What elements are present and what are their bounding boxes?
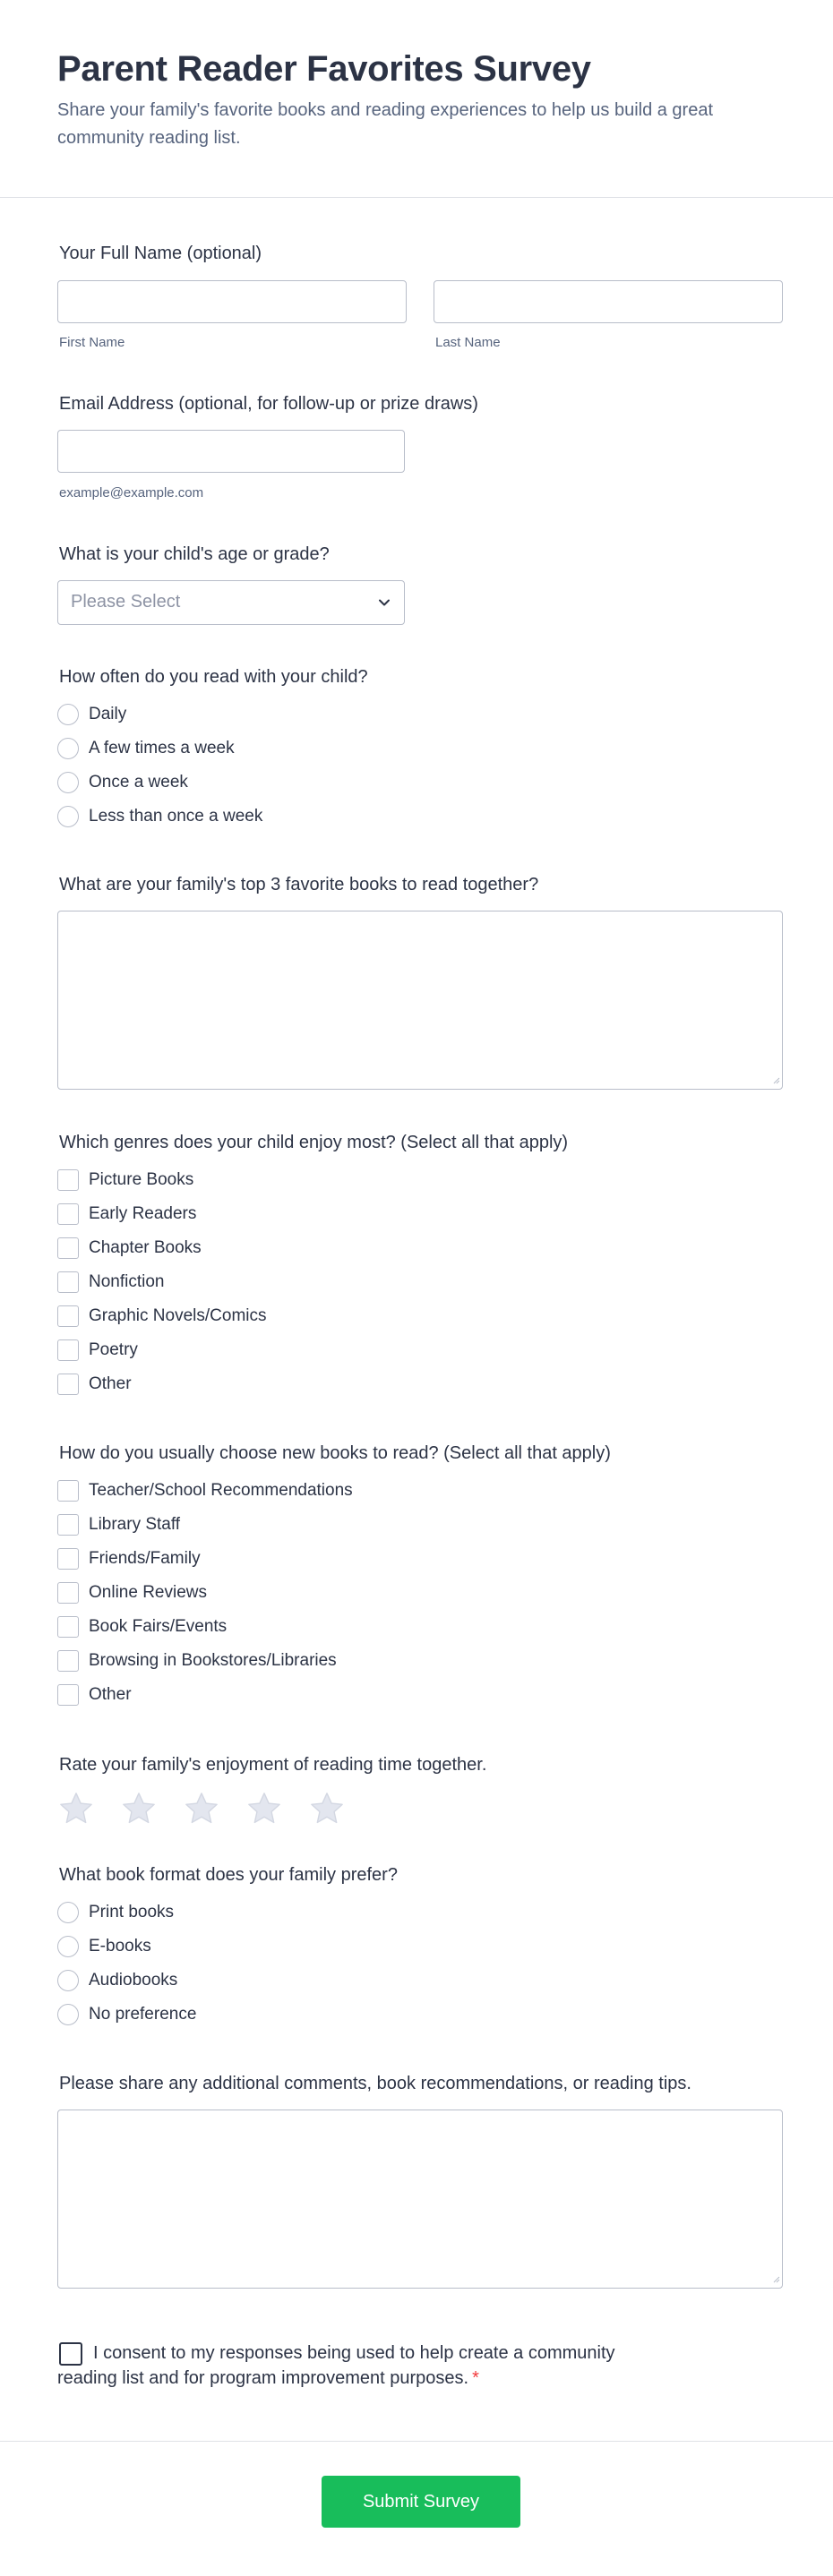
option-label: Once a week: [89, 773, 188, 792]
option-label: Other: [89, 1374, 132, 1393]
option-label: Less than once a week: [89, 807, 263, 826]
option-label: Print books: [89, 1903, 175, 1921]
genres-field: [57, 1131, 783, 1399]
genre-option-graphic-novels[interactable]: [57, 1304, 267, 1329]
genre-option-other[interactable]: [57, 1372, 132, 1397]
option-label: A few times a week: [89, 739, 235, 757]
comments-field: [57, 2072, 783, 2291]
choose-option-online-reviews[interactable]: [57, 1580, 207, 1605]
frequency-option-few-times[interactable]: [57, 736, 235, 761]
required-asterisk: *: [472, 2368, 479, 2388]
checkbox[interactable]: [57, 1237, 79, 1259]
star-icon[interactable]: [245, 1790, 283, 1827]
option-label: Daily: [89, 705, 127, 723]
format-label: What book format does your family prefer?: [59, 1865, 398, 1885]
star-icon[interactable]: [57, 1790, 95, 1827]
comments-label: Please share any additional comments, book recommendations, or reading tips.: [59, 2074, 691, 2093]
first-name-input[interactable]: [57, 280, 407, 323]
radio-button[interactable]: [57, 1936, 79, 1957]
checkbox[interactable]: [57, 1514, 79, 1536]
consent-field: [57, 2341, 666, 2391]
checkbox[interactable]: [57, 1203, 79, 1225]
option-label: Audiobooks: [89, 1971, 178, 1990]
option-label: E-books: [89, 1937, 151, 1956]
option-label: Friends/Family: [89, 1549, 201, 1568]
favorites-label: What are your family's top 3 favorite books to read together?: [59, 875, 539, 894]
comments-textarea[interactable]: [57, 2110, 783, 2289]
genre-option-picture-books[interactable]: [57, 1168, 193, 1193]
choose-option-friends-family[interactable]: [57, 1546, 201, 1571]
choose-option-other[interactable]: [57, 1682, 132, 1707]
radio-button[interactable]: [57, 738, 79, 759]
option-label: Graphic Novels/Comics: [89, 1306, 267, 1325]
frequency-field: [57, 665, 783, 835]
genre-option-poetry[interactable]: [57, 1338, 138, 1363]
chevron-down-icon: [375, 594, 393, 612]
checkbox[interactable]: [57, 1548, 79, 1570]
choose-option-library-staff[interactable]: [57, 1512, 180, 1537]
option-label: Browsing in Bookstores/Libraries: [89, 1651, 337, 1670]
radio-button[interactable]: [57, 806, 79, 827]
email-input[interactable]: [57, 430, 405, 473]
genre-option-chapter-books[interactable]: [57, 1236, 202, 1261]
name-label: Your Full Name (optional): [59, 244, 262, 263]
option-label: Nonfiction: [89, 1272, 165, 1291]
checkbox[interactable]: [57, 1480, 79, 1502]
radio-button[interactable]: [57, 2004, 79, 2025]
choose-field: [57, 1442, 783, 1710]
option-label: Other: [89, 1685, 132, 1704]
email-field: [57, 392, 783, 509]
star-icon[interactable]: [308, 1790, 346, 1827]
option-label: No preference: [89, 2005, 197, 2024]
star-icon[interactable]: [183, 1790, 220, 1827]
consent-text: I consent to my responses being used to help create a community reading list and for program improvement purposes.: [57, 2343, 615, 2388]
first-name-sublabel: First Name: [59, 335, 125, 350]
email-sublabel: example@example.com: [59, 485, 204, 501]
favorites-field: [57, 873, 783, 1092]
radio-button[interactable]: [57, 772, 79, 793]
format-option-ebooks[interactable]: [57, 1934, 151, 1959]
name-field: [57, 242, 783, 358]
option-label: Teacher/School Recommendations: [89, 1481, 353, 1500]
resize-grip-icon[interactable]: [771, 2274, 780, 2283]
frequency-option-less[interactable]: [57, 804, 262, 829]
checkbox[interactable]: [57, 1616, 79, 1638]
option-label: Online Reviews: [89, 1583, 207, 1602]
format-option-print[interactable]: [57, 1900, 174, 1925]
checkbox[interactable]: [57, 1305, 79, 1327]
frequency-option-once[interactable]: [57, 770, 188, 795]
radio-button[interactable]: [57, 1970, 79, 1991]
form-footer: [0, 2441, 833, 2576]
genre-option-nonfiction[interactable]: [57, 1270, 165, 1295]
age-select[interactable]: [57, 580, 405, 625]
radio-button[interactable]: [57, 704, 79, 725]
checkbox[interactable]: [57, 1169, 79, 1191]
star-icon[interactable]: [120, 1790, 158, 1827]
choose-option-browsing[interactable]: [57, 1648, 337, 1673]
age-select-placeholder: Please Select: [71, 592, 181, 612]
option-label: Library Staff: [89, 1515, 181, 1534]
form-title: Parent Reader Favorites Survey: [57, 49, 591, 89]
star-rating: [57, 1790, 371, 1827]
option-label: Book Fairs/Events: [89, 1617, 228, 1636]
resize-grip-icon[interactable]: [771, 1075, 780, 1084]
age-label: What is your child's age or grade?: [59, 544, 330, 564]
option-label: Picture Books: [89, 1170, 194, 1189]
rating-field: [57, 1753, 783, 1834]
checkbox[interactable]: [57, 1650, 79, 1672]
consent-checkbox[interactable]: [59, 2342, 82, 2366]
option-label: Chapter Books: [89, 1238, 202, 1257]
checkbox[interactable]: [57, 1271, 79, 1293]
option-label: Early Readers: [89, 1204, 197, 1223]
favorites-textarea[interactable]: [57, 911, 783, 1090]
checkbox[interactable]: [57, 1582, 79, 1604]
checkbox[interactable]: [57, 1339, 79, 1361]
choose-option-book-fairs[interactable]: [57, 1614, 227, 1639]
genres-label: Which genres does your child enjoy most? (Select all that apply): [59, 1133, 569, 1152]
form-subtitle: Share your family's favorite books and reading experiences to help us build a great community reading list.: [57, 100, 714, 148]
age-field: [57, 543, 783, 632]
format-option-audiobooks[interactable]: [57, 1968, 177, 1993]
format-field: [57, 1863, 783, 2033]
checkbox[interactable]: [57, 1374, 79, 1395]
rating-label: Rate your family's enjoyment of reading time together.: [59, 1755, 487, 1775]
last-name-sublabel: Last Name: [435, 335, 501, 350]
frequency-label: How often do you read with your child?: [59, 667, 368, 687]
radio-button[interactable]: [57, 1902, 79, 1923]
form-header: [0, 0, 833, 198]
option-label: Poetry: [89, 1340, 138, 1359]
choose-option-teacher[interactable]: [57, 1478, 353, 1503]
submit-button[interactable]: Submit Survey: [322, 2476, 520, 2528]
choose-label: How do you usually choose new books to read? (Select all that apply): [59, 1443, 611, 1463]
format-option-no-preference[interactable]: [57, 2002, 196, 2027]
email-label: Email Address (optional, for follow-up or prize draws): [59, 394, 478, 414]
consent-label: [57, 2341, 666, 2391]
genre-option-early-readers[interactable]: [57, 1202, 196, 1227]
checkbox[interactable]: [57, 1684, 79, 1706]
frequency-option-daily[interactable]: [57, 702, 126, 727]
last-name-input[interactable]: [434, 280, 783, 323]
